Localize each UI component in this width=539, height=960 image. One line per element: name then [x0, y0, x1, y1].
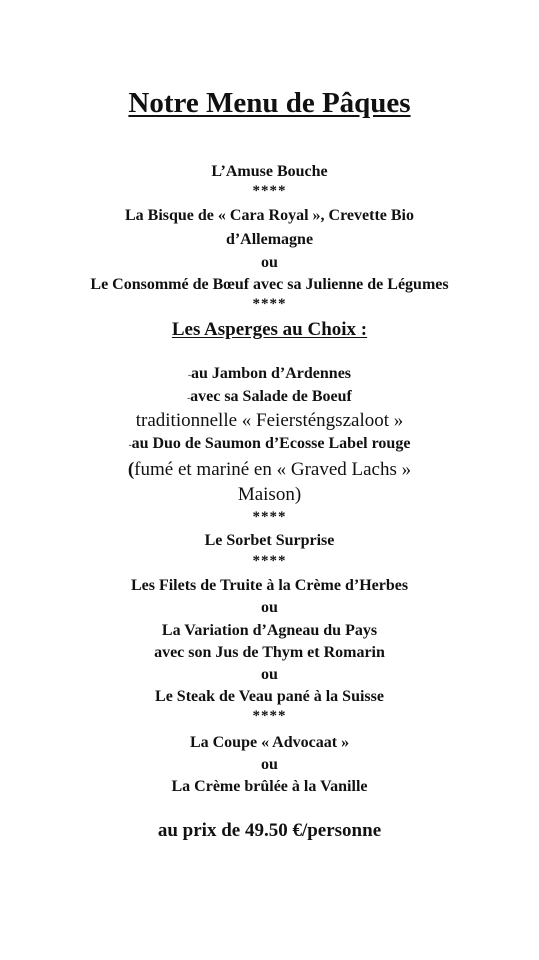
- sorbet-line: Le Sorbet Surprise: [204, 532, 335, 549]
- salade-line-1: [0, 387, 539, 407]
- amuse-bouche: L’Amuse Bouche: [211, 163, 328, 180]
- coupe-line: La Coupe « Advocaat »: [189, 734, 350, 751]
- truite-line: Les Filets de Truite à la Crème d’Herbes: [130, 577, 409, 594]
- salade-line-2: traditionnelle « Feiersténgszaloot »: [135, 410, 404, 431]
- or-separator: ou: [261, 254, 278, 271]
- consomme-line: Le Consommé de Bœuf avec sa Julienne de Légumes: [90, 276, 449, 293]
- jambon-line: [0, 364, 539, 384]
- saumon-line-2: [0, 458, 539, 482]
- price-line: au prix de 49.50 €/personne: [157, 820, 382, 841]
- jambon-text: au Jambon d’Ardennes: [190, 365, 352, 382]
- steak-line: Le Steak de Veau pané à la Suisse: [155, 688, 384, 705]
- or-separator: ou: [261, 666, 278, 683]
- saumon-line-1: [0, 434, 539, 454]
- agneau-line-1: La Variation d’Agneau du Pays: [161, 622, 378, 639]
- agneau-line-2: avec son Jus de Thym et Romarin: [154, 644, 385, 661]
- bisque-line-2: d’Allemagne: [225, 231, 314, 248]
- asperges-title: Les Asperges au Choix :: [171, 319, 368, 340]
- separator-stars: ****: [252, 553, 287, 569]
- separator-stars: ****: [252, 708, 287, 724]
- menu-title: Notre Menu de Pâques: [128, 87, 411, 119]
- open-paren: (: [127, 459, 135, 480]
- bullet-dash: -: [187, 392, 191, 403]
- bisque-line-1: La Bisque de « Cara Royal », Crevette Bio: [124, 207, 414, 224]
- or-separator: ou: [261, 599, 278, 616]
- separator-stars: ****: [252, 183, 287, 199]
- saumon-text-1: au Duo de Saumon d’Ecosse Label rouge: [131, 435, 411, 452]
- creme-line: La Crème brûlée à la Vanille: [171, 778, 368, 795]
- saumon-line-3: Maison): [237, 484, 302, 505]
- separator-stars: ****: [252, 296, 287, 312]
- salade-text-1: avec sa Salade de Boeuf: [190, 388, 352, 405]
- or-separator: ou: [261, 756, 278, 773]
- saumon-text-2: fumé et mariné en « Graved Lachs »: [134, 459, 412, 480]
- bullet-dash: -: [187, 369, 191, 380]
- bullet-dash: -: [128, 439, 132, 450]
- separator-stars: ****: [252, 509, 287, 525]
